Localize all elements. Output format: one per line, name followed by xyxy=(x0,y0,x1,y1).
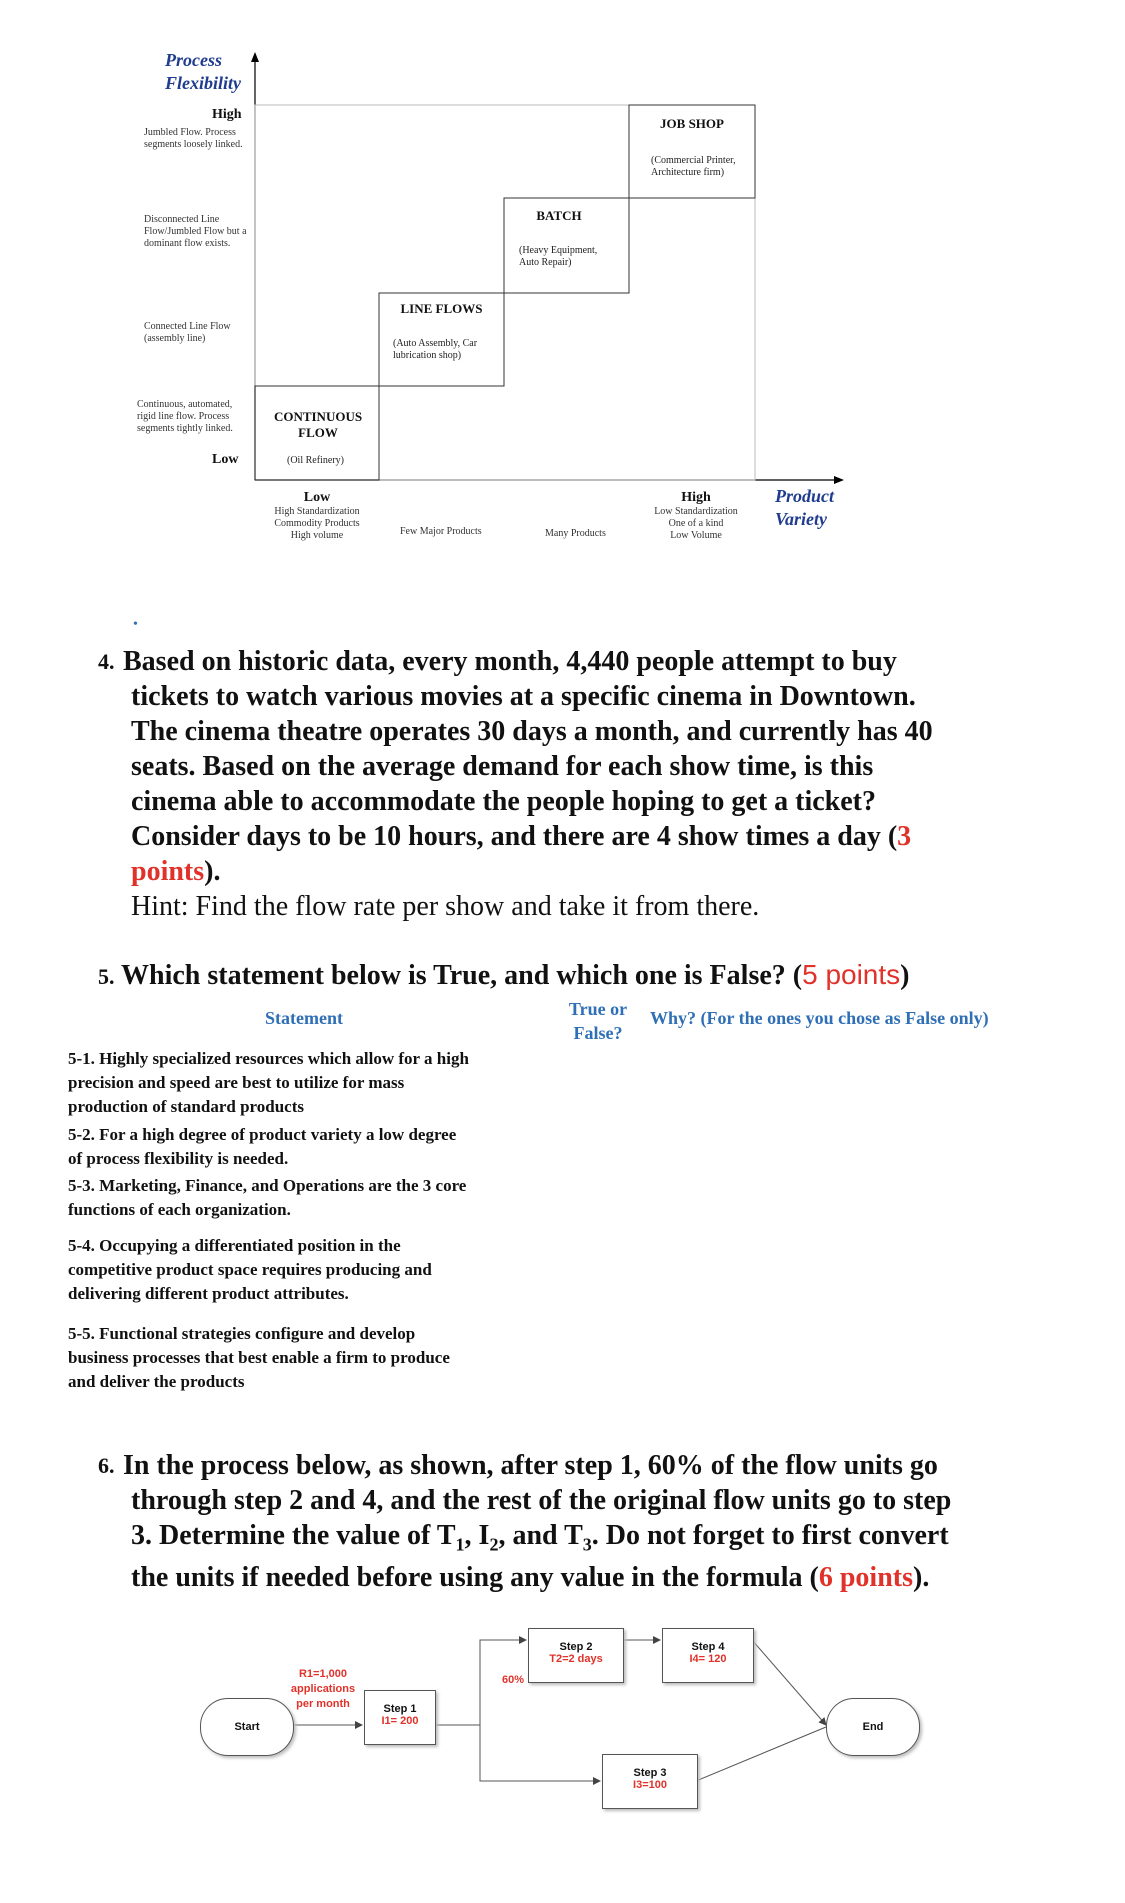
row-label-jumbled: Jumbled Flow. Process segments loosely linked. xyxy=(144,127,243,150)
q5-number: 5. xyxy=(98,964,115,989)
q6-sub-1: 1 xyxy=(455,1534,465,1555)
statement-5-4 xyxy=(68,1234,588,1306)
row-label-continuous: Continuous, automated, rigid line flow. Process segments tightly linked. xyxy=(137,399,233,434)
q6-sub-3: 3 xyxy=(582,1534,592,1555)
q6-line-3a: 3. Determine the value of T xyxy=(131,1520,456,1551)
q4-line-3: The cinema theatre operates 30 days a month, and currently has 40 xyxy=(131,716,933,747)
step-4-box xyxy=(662,1628,754,1683)
statement-5-3-line: functions of each organization. xyxy=(68,1200,291,1219)
q4-line-6: Consider days to be 10 hours, and there are 4 show times a day ( xyxy=(131,821,898,852)
arrow-step4-end xyxy=(752,1640,826,1725)
arrow-step1-step3 xyxy=(480,1725,600,1781)
col-header-tf-1: True or xyxy=(568,999,628,1019)
y-axis-title-2: Flexibility xyxy=(165,73,241,93)
batch-sub: (Heavy Equipment, Auto Repair) xyxy=(519,245,598,268)
y-high-label: High xyxy=(212,107,242,122)
step-4-value: I4= 120 xyxy=(689,1653,727,1665)
y-low-label: Low xyxy=(212,452,239,467)
step-2-value: T2=2 days xyxy=(549,1653,603,1665)
q6-line-4b: ). xyxy=(913,1562,930,1593)
line-step3-end xyxy=(696,1727,826,1781)
statement-5-1 xyxy=(68,1047,588,1119)
q6-sub-2: 2 xyxy=(489,1534,499,1555)
statement-5-1-line: 5-1. Highly specialized resources which allow for a high xyxy=(68,1049,469,1068)
x-low-sub-2: Commodity Products xyxy=(274,518,360,529)
bullet-dot: • xyxy=(133,617,138,632)
col-header-why: Why? (For the ones you chose as False only) xyxy=(650,1008,989,1028)
batch-title: BATCH xyxy=(536,208,582,223)
statement-5-5-line: and deliver the products xyxy=(68,1372,245,1391)
statement-5-2-line: of process flexibility is needed. xyxy=(68,1149,289,1168)
continuous-flow-title: CONTINUOUS FLOW xyxy=(273,409,363,440)
statement-5-5-line: business processes that best enable a firm to produce xyxy=(68,1348,450,1367)
step-3-value: I3=100 xyxy=(633,1779,667,1791)
x-low-sub-3: High volume xyxy=(290,530,344,541)
step-2-title: Step 2 xyxy=(559,1641,593,1653)
step-1-value: I1= 200 xyxy=(381,1715,419,1727)
step-1-box xyxy=(364,1690,436,1745)
q6-line-3 xyxy=(131,1518,949,1563)
statement-5-3-line: 5-3. Marketing, Finance, and Operations are the 3 core xyxy=(68,1176,467,1195)
x-axis-arrow xyxy=(834,476,844,484)
statement-5-4-line: competitive product space requires producing and xyxy=(68,1260,432,1279)
q6-line-1: In the process below, as shown, after step 1, 60% of the flow units go xyxy=(123,1450,938,1481)
q6-line-4 xyxy=(131,1560,929,1595)
step-3-title: Step 3 xyxy=(633,1767,667,1779)
col-header-statement: Statement xyxy=(265,1008,343,1028)
statement-5-1-line: production of standard products xyxy=(68,1097,305,1116)
step-4-title: Step 4 xyxy=(691,1641,725,1653)
step-3-box xyxy=(602,1754,698,1809)
q6-line-4a: the units if needed before using any value in the formula ( xyxy=(131,1562,819,1593)
x-high-sub-3: Low Volume xyxy=(670,530,722,541)
q6-number: 6. xyxy=(98,1453,115,1478)
y-axis-arrow xyxy=(251,52,259,62)
q4-line-1: Based on historic data, every month, 4,440 people attempt to buy xyxy=(123,646,897,677)
statement-5-5 xyxy=(68,1322,588,1394)
q4-points-label: points xyxy=(131,856,205,887)
continuous-flow-sub: (Oil Refinery) xyxy=(287,455,344,466)
statement-5-2-line: 5-2. For a high degree of product variety a low degree xyxy=(68,1125,457,1144)
q5-text: Which statement below is True, and which one is False? ( xyxy=(121,960,803,991)
q4-hint: Hint: Find the flow rate per show and take it from there. xyxy=(131,891,760,922)
step-1-title: Step 1 xyxy=(383,1703,417,1715)
q6-points: 6 points xyxy=(818,1562,914,1593)
x-low-label: Low xyxy=(303,490,331,505)
x-axis-title-1: Product xyxy=(775,486,835,506)
question-5 xyxy=(98,957,910,994)
statement-5-2 xyxy=(68,1123,588,1171)
statement-5-4-line: 5-4. Occupying a differentiated position in the xyxy=(68,1236,401,1255)
x-mid1-label: Few Major Products xyxy=(400,526,482,537)
q5-points: 5 points xyxy=(802,959,901,990)
q4-line-4: seats. Based on the average demand for each show time, is this xyxy=(131,751,874,782)
x-mid2-label: Many Products xyxy=(545,528,606,539)
statement-5-1-line: precision and speed are best to utilize for mass xyxy=(68,1073,405,1092)
row-label-disconnected: Disconnected Line Flow/Jumbled Flow but a dominant flow exists. xyxy=(144,214,247,249)
matrix-lines xyxy=(0,0,1125,560)
q4-line-5: cinema able to accommodate the people hoping to get a ticket? xyxy=(131,786,876,817)
x-high-sub-1: Low Standardization xyxy=(654,506,738,517)
job-shop-sub: (Commercial Printer, Architecture firm) xyxy=(651,155,736,178)
line-flows-sub: (Auto Assembly, Car lubrication shop) xyxy=(393,338,478,361)
statement-5-3 xyxy=(68,1174,588,1222)
step-2-box xyxy=(528,1628,624,1683)
q6-line-3d: . Do not forget to first convert xyxy=(591,1520,949,1551)
r1-label xyxy=(283,1667,363,1712)
x-high-label: High xyxy=(681,490,711,505)
x-high-sub-2: One of a kind xyxy=(668,518,724,529)
q6-line-2: through step 2 and 4, and the rest of the original flow units go to step xyxy=(131,1485,952,1516)
q4-close: ). xyxy=(204,856,221,887)
row-label-connected: Connected Line Flow (assembly line) xyxy=(144,321,231,344)
end-node: End xyxy=(826,1698,920,1756)
q4-line-2: tickets to watch various movies at a specific cinema in Downtown. xyxy=(131,681,916,712)
r1-line: R1=1,000 xyxy=(298,1668,347,1680)
q6-line-3c: , and T xyxy=(498,1520,583,1551)
r1-line: per month xyxy=(296,1698,350,1710)
y-axis-title-1: Process xyxy=(165,50,222,70)
q4-points-value: 3 xyxy=(897,821,912,852)
x-axis-title-2: Variety xyxy=(775,509,827,529)
r1-line: applications xyxy=(290,1683,356,1695)
percent-label: 60% xyxy=(501,1674,525,1686)
col-header-tf-2: False? xyxy=(573,1023,623,1043)
q5-close: ) xyxy=(900,960,910,991)
line-flows-title: LINE FLOWS xyxy=(400,301,483,316)
col-header-true-false xyxy=(563,997,633,1045)
q6-line-3b: , I xyxy=(464,1520,490,1551)
job-shop-title: JOB SHOP xyxy=(660,116,724,131)
x-low-sub-1: High Standardization xyxy=(274,506,360,517)
start-node: Start xyxy=(200,1698,294,1756)
statement-5-5-line: 5-5. Functional strategies configure and develop xyxy=(68,1324,416,1343)
statement-5-4-line: delivering different product attributes. xyxy=(68,1284,349,1303)
q4-number: 4. xyxy=(98,649,115,674)
